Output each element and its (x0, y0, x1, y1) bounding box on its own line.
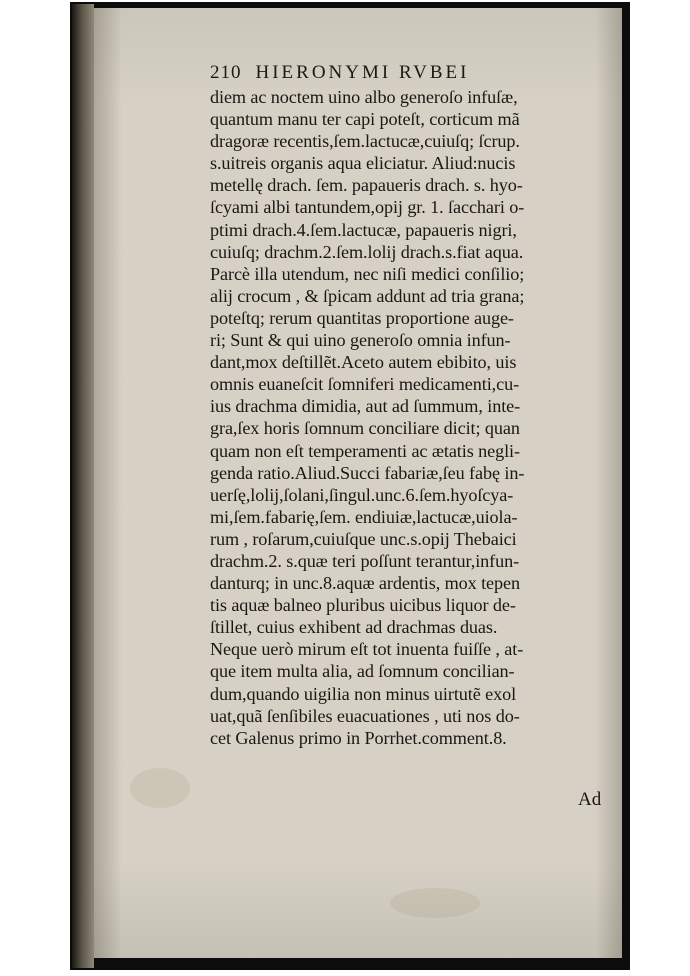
text-line: uerſę,lolij,ſolani,ſingul.unc.6.ſem.hyoſcya- (210, 484, 514, 505)
text-line: que item multa alia, ad ſomnum concilian- (210, 661, 515, 682)
text-line: ſtillet, cuius exhibent ad drachmas duas. (210, 617, 498, 638)
text-line: alij crocum , & ſpicam addunt ad tria grana; (210, 285, 525, 306)
text-line: dum,quando uigilia non minus uirtutẽ exol (210, 683, 517, 704)
text-line: Neque uerò mirum eſt tot inuenta fuiſſe , at- (210, 639, 524, 660)
text-line: Parcè illa utendum, nec niſi medici conſilio; (210, 263, 525, 284)
text-line: s.uitreis organis aqua eliciatur. Aliud:nucis (210, 153, 516, 174)
text-line: ptimi drach.4.ſem.lactucæ, papaueris nigri, (210, 219, 517, 240)
text-line: gra,ſex horis ſomnum conciliare dicit; quan (210, 418, 520, 439)
text-line: diem ac noctem uino albo generoſo infuſæ, (210, 87, 518, 107)
text-line: dant,mox deſtillẽt.Aceto autem ebibito, uis (210, 352, 517, 373)
text-line: ius drachma dimidia, aut ad ſummum, inte- (210, 396, 521, 417)
text-line: cuiuſq; drachm.2.ſem.lolij drach.s.fiat aqua. (210, 241, 524, 262)
text-line: rum , roſarum,cuiuſque unc.s.opij Thebaici (210, 528, 517, 549)
spine-shadow (72, 4, 94, 968)
text-line: danturq; in unc.8.aquæ ardentis, mox tepen (210, 573, 520, 594)
text-line: tis aquæ balneo pluribus uicibus liquor de- (210, 595, 516, 616)
text-line: uat,quã ſenſibiles euacuationes , uti nos do- (210, 705, 520, 726)
page-stain (390, 888, 480, 918)
page-stain (130, 768, 190, 808)
text-line: poteſtq; rerum quantitas proportione auge- (210, 307, 514, 328)
body-text (210, 86, 615, 749)
text-line: ri; Sunt & qui uino generoſo omnia infun- (210, 330, 511, 351)
text-line: quam non eſt temperamenti ac ætatis negli- (210, 440, 520, 461)
running-head (210, 62, 610, 88)
page-number: 210 (210, 62, 242, 83)
running-title: HIERONYMI RVBEI (255, 62, 470, 83)
text-line: omnis euaneſcit ſomniferi medicamenti,cu- (210, 374, 520, 395)
text-line: quantum manu ter capi poteſt, corticum mã (210, 109, 520, 130)
text-line: genda ratio.Aliud.Succi fabariæ,ſeu fabę in- (210, 462, 525, 483)
text-line: ſcyami albi tantundem,opij gr. 1. ſacchari o- (210, 197, 525, 218)
text-line: drachm.2. s.quæ teri poſſunt terantur,infun- (210, 550, 520, 571)
text-line: metellę drach. ſem. papaueris drach. s. hyo- (210, 175, 523, 196)
text-line: mi,ſem.fabarię,ſem. endiuiæ,lactucæ,uiola- (210, 506, 518, 527)
catchword: Ad (578, 789, 602, 810)
text-line: cet Galenus primo in Porrhet.comment.8. (210, 727, 507, 748)
text-line: dragoræ recentis,ſem.lactucæ,cuiuſq; ſcrup. (210, 131, 520, 152)
